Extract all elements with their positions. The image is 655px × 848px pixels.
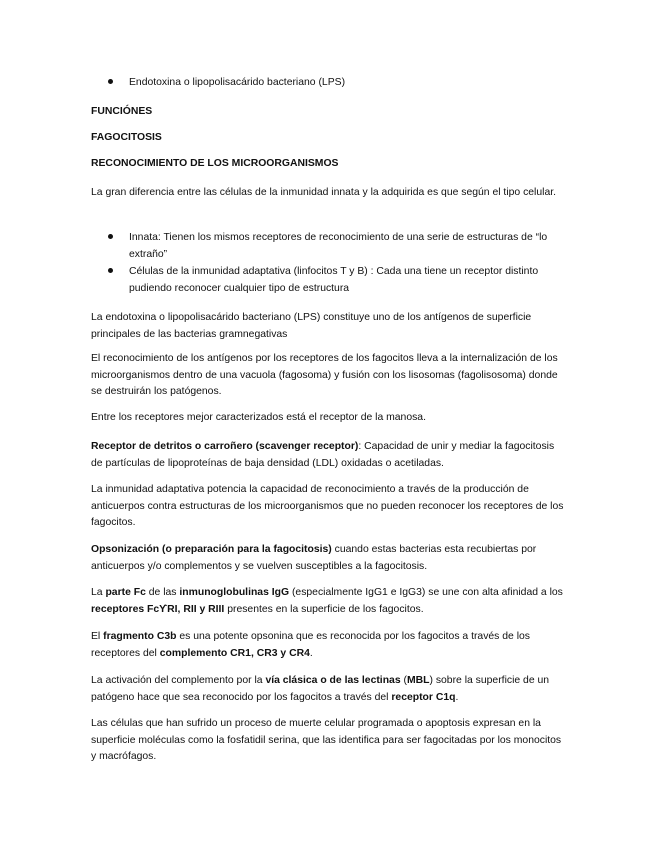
heading-reconocimiento: RECONOCIMIENTO DE LOS MICROORGANISMOS: [91, 158, 339, 169]
paragraph-diferencia: La gran diferencia entre las células de la inmunidad innata y la adquirida es que según el tipo celular.: [91, 187, 556, 198]
paragraph-fc: La parte Fc de las inmunoglobulinas IgG (especialmente IgG1 e IgG3) se une con alta afinidad a los receptores FcϒRI, RII y RIII presentes en la superficie de los fagocitos.: [91, 587, 563, 615]
paragraph-apoptosis: Las células que han sufrido un proceso de muerte celular programada o apoptosis expresan en la superficie moléculas como la fosfatidil serina, que las identifica para ser fagocitadas por los monocitos y macrófagos.: [91, 718, 562, 762]
paragraph-complemento: La activación del complemento por la vía clásica o de las lectinas (MBL) sobre la superficie de un patógeno hace que sea reconocido por los fagocitos a través del receptor C1q.: [91, 675, 550, 703]
term-opsonizacion: Opsonización (o preparación para la fagocitosis): [91, 544, 332, 555]
paragraph-opsonizacion: Opsonización (o preparación para la fagocitosis) cuando estas bacterias esta recubiertas por anticuerpos y/o complementos y se vuelven susceptibles a la fagocitosis.: [91, 544, 537, 572]
heading-fagocitosis: FAGOCITOSIS: [91, 132, 162, 143]
bullet-adaptativa: Células de la inmunidad adaptativa (linfocitos T y B) : Cada una tiene un receptor distinto pudiendo reconocer cualquier tipo de estructura: [129, 266, 539, 294]
paragraph-scavenger: Receptor de detritos o carroñero (scavenger receptor): Capacidad de unir y mediar la fagocitosis de partículas de lipoproteínas de baja densidad (LDL) oxidadas o acetiladas.: [91, 441, 555, 469]
paragraph-manosa: Entre los receptores mejor caracterizados está el receptor de la manosa.: [91, 412, 426, 423]
paragraph-inmunidad-adaptativa: La inmunidad adaptativa potencia la capacidad de reconocimiento a través de la producción de anticuerpos contra estructuras de los microorganismos que no pueden reconocer los receptores de los fagocitos.: [91, 484, 564, 528]
bullet-dot-icon: [108, 268, 113, 273]
bullet-innata: Innata: Tienen los mismos receptores de reconocimiento de una serie de estructuras de “lo extraño”: [129, 232, 548, 260]
heading-funciones: FUNCIÓNES: [91, 106, 153, 117]
paragraph-c3b: El fragmento C3b es una potente opsonina que es reconocida por los fagocitos a través de los receptores del complemento CR1, CR3 y CR4.: [91, 631, 530, 659]
paragraph-endotoxina: La endotoxina o lipopolisacárido bacteriano (LPS) constituye uno de los antígenos de superficie principales de las bacterias gramnegativas: [91, 312, 532, 340]
paragraph-reconocimiento-antigenos: El reconocimiento de los antígenos por los receptores de los fagocitos lleva a la internalización de los microorganismos dentro de una vacuola (fagosoma) y fusión con los lisosomas (fagolisosoma) donde se destruirán los patógenos.: [91, 353, 558, 397]
bullet-dot-icon: [108, 234, 113, 239]
term-scavenger: Receptor de detritos o carroñero (scavenger receptor): [91, 441, 359, 452]
bullet-dot-icon: [108, 79, 113, 84]
bullet-lps: Endotoxina o lipopolisacárido bacteriano (LPS): [129, 77, 346, 88]
